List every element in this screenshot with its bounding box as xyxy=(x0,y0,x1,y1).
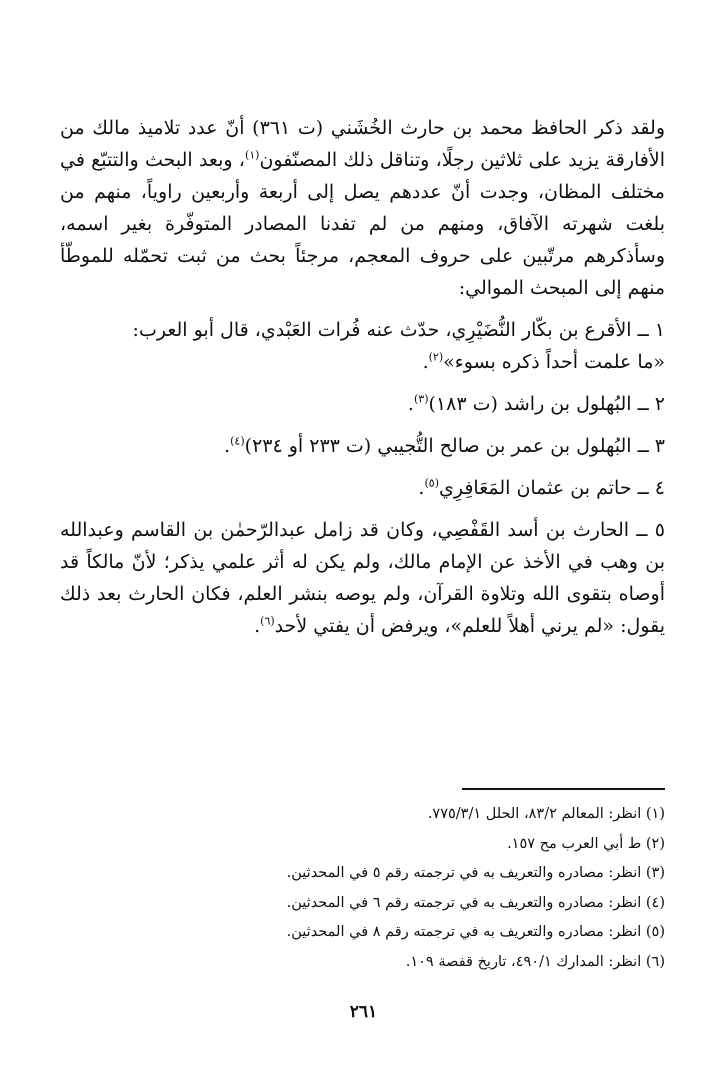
main-text xyxy=(60,112,665,642)
footnote: (٣) انظر: مصادره والتعريف به في ترجمته رقم ٥ في المحدثين. xyxy=(286,865,665,881)
entry-text: ٣ ــ البُهلول بن عمر بن صالح التُّجيبي (ت ٢٣٣ أو ٢٣٤) xyxy=(244,435,665,457)
footnote: (٦) انظر: المدارك ٤٩٠/١، تاريخ قفصة ١٠٩. xyxy=(405,953,665,970)
footnote-ref: (٣) xyxy=(413,392,429,406)
entry-text: ٤ ــ حاتم بن عثمان المَعَافِرِي xyxy=(438,477,665,499)
list-item xyxy=(60,472,665,504)
list-item xyxy=(60,388,665,420)
entry-tail: . xyxy=(407,393,414,415)
intro-paragraph xyxy=(60,112,665,304)
entry-tail: . xyxy=(418,477,425,499)
footnote-ref: (٥) xyxy=(424,476,439,490)
footnote-divider xyxy=(462,788,665,790)
list-item xyxy=(60,514,665,642)
footnote: (١) انظر: المعالم ٨٣/٢، الحلل ٧٧٥/٣/١. xyxy=(427,806,665,822)
footnote: (٤) انظر: مصادره والتعريف به في ترجمته رقم ٦ في المحدثين. xyxy=(286,894,665,911)
list-item xyxy=(60,314,665,346)
footnote-ref: (٦) xyxy=(260,614,275,628)
intro-text: ولقد ذكر الحافظ محمد بن حارث الخُشَني (ت ٣٦١) أنّ عدد تلاميذ مالك من الأفارقة يزيد على ثلاثين رجلًا، وتناقل ذلك المصنّفون xyxy=(60,117,666,171)
entry-text: ٥ ــ الحارث بن أسد القَفْصِي، وكان قد زامل عبدالرّحمٰن بن القاسم وعبدالله بن وهب في الأخذ عن الإمام مالك، ولم يكن له أثر علمي يذكر؛ لأنّ مالكاً قد أوصاه بتقوى الله وتلاوة القرآن، ولم يوصه بنشر العلم، فكان الحارث بعد ذلك يقول: «لم يرني أهلاً للعلم»، ويرفض أن يفتي لأحد xyxy=(60,519,665,637)
entry-tail: . xyxy=(422,351,429,373)
entry-tail: . xyxy=(254,615,261,637)
footnotes xyxy=(60,800,665,977)
list-item xyxy=(60,430,665,462)
footnote-ref: (٤) xyxy=(230,434,245,448)
footnote: (٥) انظر: مصادره والتعريف به في ترجمته رقم ٨ في المحدثين. xyxy=(286,924,665,940)
footnote: (٢) ط أبي العرب مح ١٥٧. xyxy=(507,835,665,852)
entry-tail: . xyxy=(224,435,231,457)
footnote-ref: (١) xyxy=(244,148,260,162)
quote-line xyxy=(60,346,665,378)
entry-text: ١ ــ الأقرع بن بكّار النُّضَيْرِي، حدّث عنه فُرات العَبْدي، قال أبو العرب: xyxy=(132,319,665,341)
intro-continuation: ، وبعد البحث والتتبّع في مختلف المظان، وجدت أنّ عددهم يصل إلى أربعة وأربعين راوياً، منهم من بلغت شهرته الآفاق، ومنهم من لم تفدنا المصادر المتوفّرة بغير اسمه، وسأذكرهم مرتّبين على حروف المعجم، مرجئاً بحث من ثبت تحمّله للموطّأ منهم إلى المبحث الموالي: xyxy=(60,149,665,299)
entry-text: ٢ ــ البُهلول بن راشد (ت ١٨٣) xyxy=(428,393,665,415)
page-number: ٢٦١ xyxy=(349,1002,378,1022)
footnote-ref: (٢) xyxy=(428,350,444,364)
entry-quote: «ما علمت أحداً ذكره بسوء» xyxy=(443,351,665,373)
